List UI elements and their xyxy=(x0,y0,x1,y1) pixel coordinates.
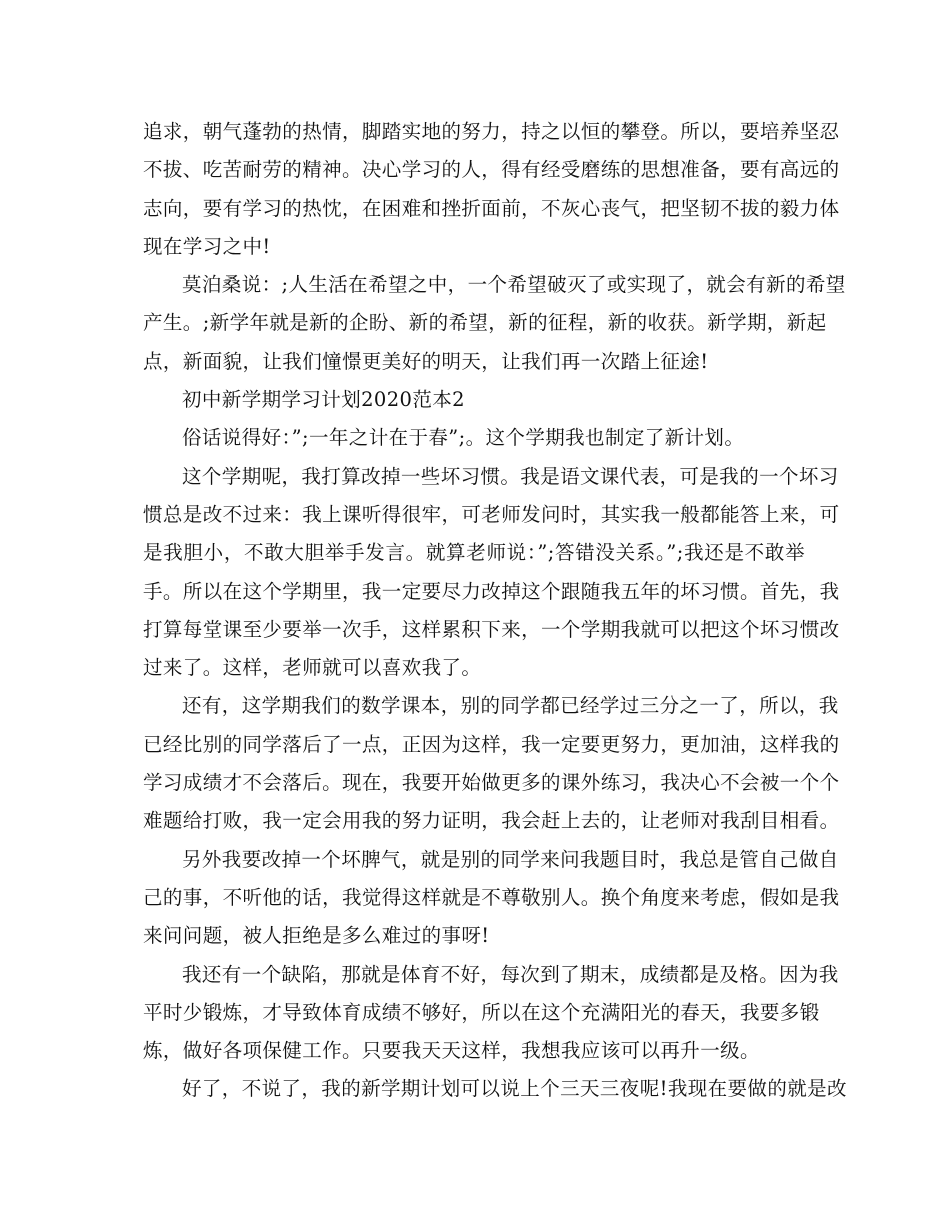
text-line: 莫泊桑说：;人生活在希望之中，一个希望破灭了或实现了，就会有新的希望 xyxy=(182,273,846,297)
text-line: 现在学习之中! xyxy=(143,234,271,258)
text-line: 难题给打败，我一定会用我的努力证明，我会赶上去的，让老师对我刮目相看。 xyxy=(143,809,840,833)
text-line: 这个学期呢，我打算改掉一些坏习惯。我是语文课代表，可是我的一个坏习 xyxy=(182,464,839,488)
text-line: 手。所以在这个学期里，我一定要尽力改掉这个跟随我五年的坏习惯。首先，我 xyxy=(143,579,840,603)
text-line: 志向，要有学习的热忱，在困难和挫折面前，不灰心丧气，把坚韧不拔的毅力体 xyxy=(143,196,840,220)
text-line: 产生。;新学年就是新的企盼、新的希望，新的征程，新的收获。新学期，新起 xyxy=(143,311,827,335)
text-line: 炼，做好各项保健工作。只要我天天这样，我想我应该可以再升一级。 xyxy=(143,1039,760,1063)
text-line: 还有，这学期我们的数学课本，别的同学都已经学过三分之一了，所以，我 xyxy=(182,694,839,718)
text-line: 惯总是改不过来：我上课听得很牢，可老师发问时，其实我一般都能答上来，可 xyxy=(143,502,840,526)
section-heading: 初中新学期学习计划2020范本2 xyxy=(182,388,465,412)
text-line: 已经比别的同学落后了一点，正因为这样，我一定要更努力，更加油，这样我的 xyxy=(143,732,840,756)
document-body xyxy=(143,113,847,1109)
text-line: 过来了。这样，老师就可以喜欢我了。 xyxy=(143,656,482,680)
text-line: 俗话说得好：”;一年之计在于春”;。这个学期我也制定了新计划。 xyxy=(182,426,745,450)
text-line: 好了，不说了，我的新学期计划可以说上个三天三夜呢!我现在要做的就是改 xyxy=(182,1077,847,1101)
text-line: 己的事，不听他的话，我觉得这样就是不尊敬别人。换个角度来考虑，假如是我 xyxy=(143,885,840,909)
text-line: 不拔、吃苦耐劳的精神。决心学习的人，得有经受磨练的思想准备，要有高远的 xyxy=(143,158,840,182)
text-line: 我还有一个缺陷，那就是体育不好，每次到了期末，成绩都是及格。因为我 xyxy=(182,962,839,986)
text-line: 点，新面貌，让我们憧憬更美好的明天，让我们再一次踏上征途! xyxy=(143,349,709,373)
text-line: 另外我要改掉一个坏脾气，就是别的同学来问我题目时，我总是管自己做自 xyxy=(182,847,839,871)
text-line: 平时少锻炼，才导致体育成绩不够好，所以在这个充满阳光的春天，我要多锻 xyxy=(143,1000,820,1024)
text-line: 学习成绩才不会落后。现在，我要开始做更多的课外练习，我决心不会被一个个 xyxy=(143,771,840,795)
text-line: 来问问题，被人拒绝是多么难过的事呀! xyxy=(143,924,490,948)
text-line: 打算每堂课至少要举一次手，这样累积下来，一个学期我就可以把这个坏习惯改 xyxy=(143,617,840,641)
text-line: 是我胆小，不敢大胆举手发言。就算老师说：”;答错没关系。”;我还是不敢举 xyxy=(143,541,805,565)
text-line: 追求，朝气蓬勃的热情，脚踏实地的努力，持之以恒的攀登。所以，要培养坚忍 xyxy=(143,120,840,143)
